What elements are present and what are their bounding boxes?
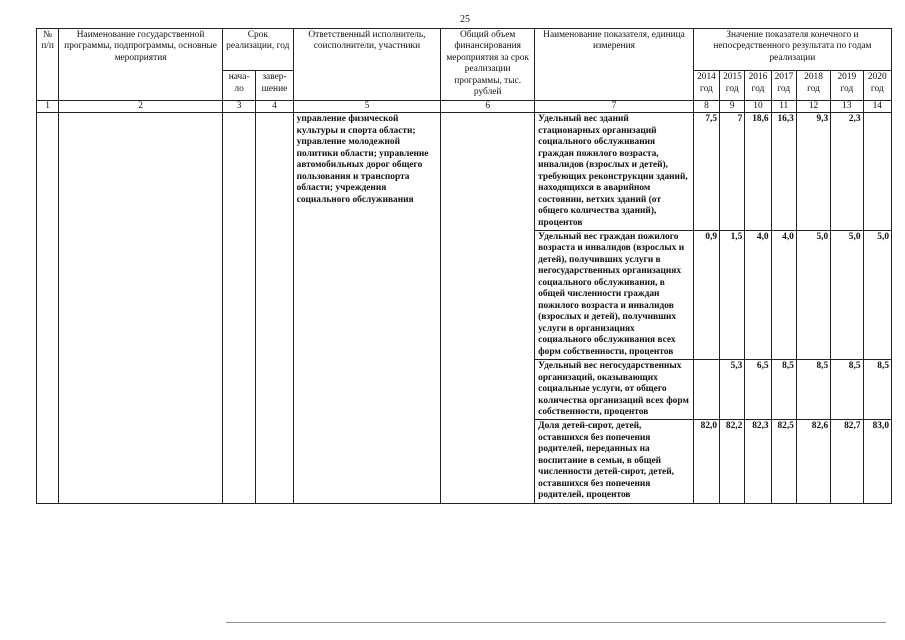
- column-number: 11: [771, 100, 796, 112]
- cell-value: 8,5: [863, 360, 891, 420]
- cell-start: [222, 113, 255, 503]
- cell-value: 5,0: [863, 230, 891, 359]
- cell-value: 18,6: [745, 113, 771, 231]
- scan-line: [226, 622, 886, 623]
- column-number: 12: [796, 100, 830, 112]
- header-values: Значение показателя конечного и непосредственного результата по годам реализации: [693, 29, 891, 71]
- header-executor: Ответственный исполнитель, соисполнители, участники: [293, 29, 441, 101]
- cell-value: 1,5: [720, 230, 745, 359]
- cell-financing: [441, 113, 535, 503]
- cell-value: 8,5: [771, 360, 796, 420]
- column-number: 8: [693, 100, 719, 112]
- cell-value: 9,3: [796, 113, 830, 231]
- cell-indicator: Доля детей-сирот, детей, оставшихся без попечения родителей, переданных на воспитание в семьи, в общей численности детей-сирот, детей, оставшихся без попечения родителей, процентов: [535, 420, 694, 503]
- cell-indicator: Удельный вес граждан пожилого возраста и инвалидов (взрослых и детей), получивших услуги в негосударственных организациях социального обслуживания, в общей численности граждан пожилого возраста и инвалидов (взрослых и детей), получивших услуги в организациях социального обслуживания всех форм собственности, процентов: [535, 230, 694, 359]
- column-number: 13: [831, 100, 863, 112]
- header-program-name: Наименование государственной программы, подпрограммы, основные мероприятия: [59, 29, 223, 101]
- cell-value: 8,5: [796, 360, 830, 420]
- cell-value: 6,5: [745, 360, 771, 420]
- cell-value: 82,3: [745, 420, 771, 503]
- column-number: 9: [720, 100, 745, 112]
- header-term: Срок реализации, год: [222, 29, 293, 71]
- header-row: [37, 29, 892, 71]
- header-year: 2014 год: [693, 71, 719, 100]
- cell-value: 7,5: [693, 113, 719, 231]
- cell-value: 82,7: [831, 420, 863, 503]
- column-number: 7: [535, 100, 694, 112]
- header-number: № п/п: [37, 29, 59, 101]
- cell-value: 16,3: [771, 113, 796, 231]
- cell-end: [256, 113, 293, 503]
- header-year: 2020 год: [863, 71, 891, 100]
- cell-value: [693, 360, 719, 420]
- column-number: 6: [441, 100, 535, 112]
- cell-value: 7: [720, 113, 745, 231]
- cell-program-name: [59, 113, 223, 503]
- program-table: [36, 28, 892, 504]
- cell-value: 5,3: [720, 360, 745, 420]
- column-number: 3: [222, 100, 255, 112]
- page-number: 25: [460, 14, 470, 25]
- column-number: 5: [293, 100, 441, 112]
- cell-number: [37, 113, 59, 503]
- header-end: завер-шение: [256, 71, 293, 100]
- cell-value: 0,9: [693, 230, 719, 359]
- header-year: 2018 год: [796, 71, 830, 100]
- header-year: 2016 год: [745, 71, 771, 100]
- header-year: 2015 год: [720, 71, 745, 100]
- header-start: нача-ло: [222, 71, 255, 100]
- header-year: 2019 год: [831, 71, 863, 100]
- cell-value: 5,0: [831, 230, 863, 359]
- column-number: 2: [59, 100, 223, 112]
- column-number: 14: [863, 100, 891, 112]
- cell-value: 83,0: [863, 420, 891, 503]
- cell-value: 4,0: [745, 230, 771, 359]
- cell-value: 4,0: [771, 230, 796, 359]
- column-number: 4: [256, 100, 293, 112]
- cell-value: 82,6: [796, 420, 830, 503]
- header-indicator: Наименование показателя, единица измерения: [535, 29, 694, 101]
- cell-executors: управление физической культуры и спорта области; управление молодежной политики области; управление автомобильных дорог общего пользования и транспорта области; учреждения социального обслуживания: [293, 113, 441, 503]
- header-financing: Общий объем финансирования мероприятия за срок реализации программы, тыс. рублей: [441, 29, 535, 101]
- column-numbers-row: [37, 100, 892, 112]
- cell-value: 82,2: [720, 420, 745, 503]
- column-number: 1: [37, 100, 59, 112]
- cell-value: 82,5: [771, 420, 796, 503]
- cell-value: 5,0: [796, 230, 830, 359]
- table-row: [37, 113, 892, 231]
- header-year: 2017 год: [771, 71, 796, 100]
- cell-value: 82,0: [693, 420, 719, 503]
- cell-indicator: Удельный вес негосударственных организаций, оказывающих социальные услуги, от общего количества организаций всех форм собственности, процентов: [535, 360, 694, 420]
- cell-value: 2,3: [831, 113, 863, 231]
- cell-value: 8,5: [831, 360, 863, 420]
- cell-indicator: Удельный вес зданий стационарных организаций социального обслуживания граждан пожилого возраста, инвалидов (взрослых и детей), требующих реконструкции зданий, находящихся в аварийном состоянии, ветхих зданий (от общего количества зданий), процентов: [535, 113, 694, 231]
- column-number: 10: [745, 100, 771, 112]
- cell-value: [863, 113, 891, 231]
